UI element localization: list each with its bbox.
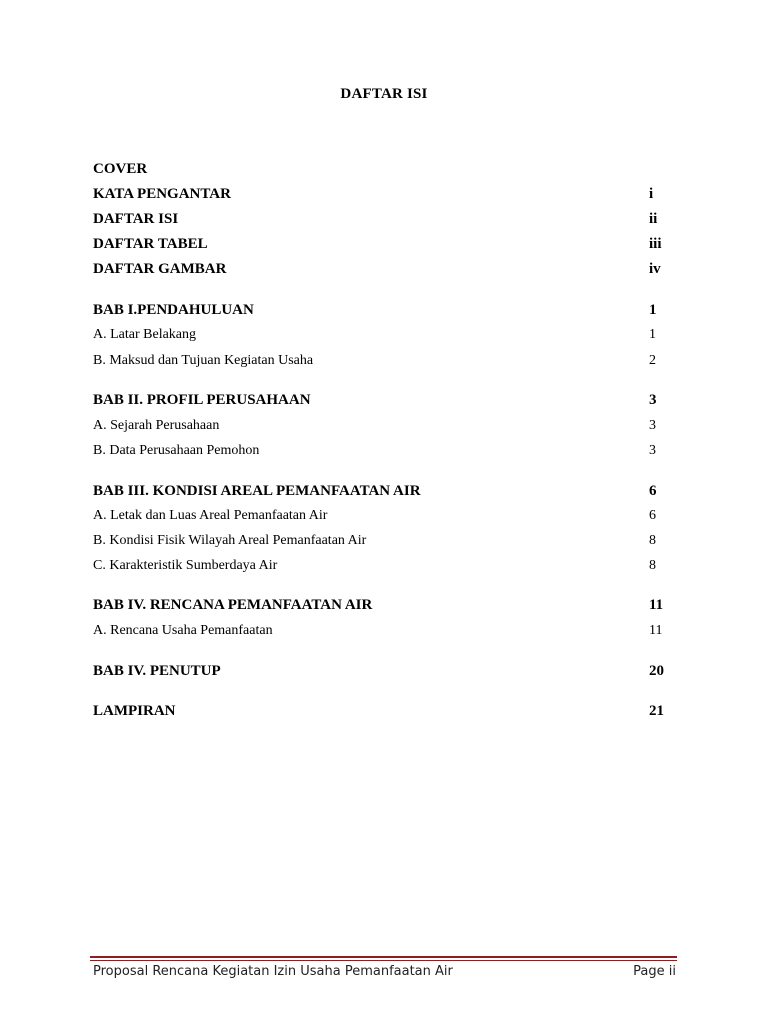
toc-chapter-page: 3	[649, 392, 657, 408]
toc-section	[93, 508, 667, 530]
toc-section-label: B. Data Perusahaan Pemohon	[93, 443, 260, 458]
footer-document-title: Proposal Rencana Kegiatan Izin Usaha Pemanfaatan Air	[93, 964, 453, 979]
toc-entry	[93, 236, 667, 258]
toc-chapter-label: BAB IV. RENCANA PEMANFAATAN AIR	[93, 597, 373, 613]
toc-entry-page: i	[649, 186, 654, 202]
toc-section	[93, 558, 667, 580]
toc-chapter-label: BAB IV. PENUTUP	[93, 663, 221, 679]
toc-section	[93, 327, 667, 349]
toc-section-label: A. Rencana Usaha Pemanfaatan	[93, 623, 273, 638]
toc-chapter	[93, 302, 667, 324]
toc-entry	[93, 186, 667, 208]
toc-chapter-label: BAB II. PROFIL PERUSAHAAN	[93, 392, 311, 408]
footer-divider-thin	[90, 960, 677, 961]
toc-section-page: 6	[649, 508, 656, 523]
toc-section-label: B. Maksud dan Tujuan Kegiatan Usaha	[93, 353, 314, 368]
toc-chapter-page: 6	[649, 483, 657, 499]
toc-section	[93, 353, 667, 375]
toc-section-label: A. Sejarah Perusahaan	[93, 418, 220, 433]
toc-section	[93, 623, 667, 645]
toc-entry-page: iii	[649, 236, 662, 252]
toc-section	[93, 418, 667, 440]
toc-chapter-page: 1	[649, 302, 657, 318]
toc-entry-label: DAFTAR GAMBAR	[93, 261, 227, 277]
toc-entry-page: iv	[649, 261, 661, 277]
toc-section-page: 3	[649, 443, 656, 458]
toc-entry-label: COVER	[93, 161, 148, 177]
toc-section-page: 8	[649, 558, 656, 573]
toc-entry-label: DAFTAR TABEL	[93, 236, 208, 252]
toc-chapter	[93, 597, 667, 619]
footer-divider	[90, 956, 677, 958]
toc-chapter-page: 21	[649, 703, 664, 719]
toc-entry	[93, 261, 667, 283]
toc-chapter-label: LAMPIRAN	[93, 703, 176, 719]
footer-page-number: Page ii	[633, 964, 676, 979]
toc-chapter	[93, 392, 667, 414]
toc-entry	[93, 161, 667, 183]
toc-entry	[93, 211, 667, 233]
toc-section-page: 1	[649, 327, 656, 342]
toc-entry-label: DAFTAR ISI	[93, 211, 179, 227]
toc-section-page: 2	[649, 353, 656, 368]
toc-chapter-page: 20	[649, 663, 664, 679]
toc-section-page: 8	[649, 533, 656, 548]
toc-section-page: 11	[649, 623, 663, 638]
toc-chapter-label: BAB III. KONDISI AREAL PEMANFAATAN AIR	[93, 483, 421, 499]
page-title: DAFTAR ISI	[340, 86, 428, 102]
toc-chapter	[93, 703, 667, 725]
toc-section	[93, 443, 667, 465]
toc-section-label: C. Karakteristik Sumberdaya Air	[93, 558, 278, 573]
toc-chapter	[93, 483, 667, 505]
toc-entry-page: ii	[649, 211, 658, 227]
toc-section-label: A. Latar Belakang	[93, 327, 197, 342]
toc-chapter-page: 11	[649, 597, 664, 613]
toc-section	[93, 533, 667, 555]
toc-section-label: B. Kondisi Fisik Wilayah Areal Pemanfaatan Air	[93, 533, 367, 548]
page-footer	[93, 964, 676, 979]
toc-section-label: A. Letak dan Luas Areal Pemanfaatan Air	[93, 508, 328, 523]
toc-chapter-label: BAB I.PENDAHULUAN	[93, 302, 254, 318]
toc-chapter	[93, 663, 667, 685]
toc-section-page: 3	[649, 418, 656, 433]
toc-entry-label: KATA PENGANTAR	[93, 186, 231, 202]
